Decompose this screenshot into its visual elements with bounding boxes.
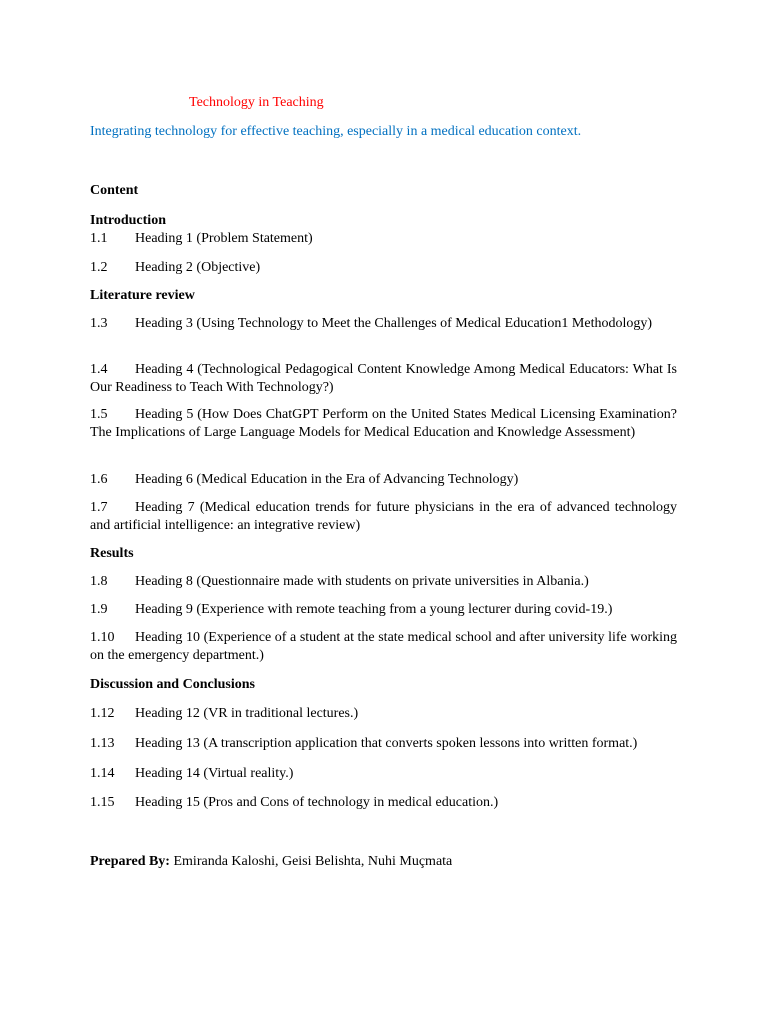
toc-entry-number: 1.12 xyxy=(90,706,115,721)
section-results: Results xyxy=(90,546,134,561)
prepared-by xyxy=(90,853,452,871)
toc-entry-number: 1.8 xyxy=(90,574,108,589)
toc-entry-text: Heading 2 (Objective) xyxy=(135,260,261,275)
toc-entry-text: Heading 6 (Medical Education in the Era of Advancing Technology) xyxy=(135,472,519,487)
prepared-by-label: Prepared By: xyxy=(90,854,170,869)
toc-entry xyxy=(90,230,677,248)
toc-entry-number: 1.14 xyxy=(90,766,115,781)
toc-entry-number: 1.15 xyxy=(90,795,115,810)
toc-entry-number: 1.10 xyxy=(90,630,115,645)
toc-entry-text: Heading 7 (Medical education trends for future physicians in the era of advanced technology and artificial intelligence: an integrative review) xyxy=(90,500,677,533)
toc-entry-number: 1.6 xyxy=(90,472,108,487)
section-literature-review: Literature review xyxy=(90,288,195,303)
toc-entry-text: Heading 1 (Problem Statement) xyxy=(135,231,313,246)
toc-entry-number: 1.2 xyxy=(90,260,108,275)
toc-entry-number: 1.5 xyxy=(90,407,108,422)
toc-entry-number: 1.1 xyxy=(90,231,108,246)
toc-entry-number: 1.3 xyxy=(90,316,108,331)
toc-entry-text: Heading 12 (VR in traditional lectures.) xyxy=(135,706,359,721)
toc-entry-number: 1.13 xyxy=(90,736,115,751)
toc-entry-text: Heading 3 (Using Technology to Meet the Challenges of Medical Education1 Methodology) xyxy=(135,316,653,331)
toc-entry-number: 1.9 xyxy=(90,602,108,617)
toc-entry xyxy=(90,629,677,665)
toc-entry xyxy=(90,259,677,277)
section-discussion: Discussion and Conclusions xyxy=(90,677,255,692)
toc-entry xyxy=(90,794,677,812)
toc-entry xyxy=(90,406,677,442)
toc-entry-text: Heading 9 (Experience with remote teaching from a young lecturer during covid-19.) xyxy=(135,602,613,617)
toc-entry-text: Heading 14 (Virtual reality.) xyxy=(135,766,294,781)
toc-entry xyxy=(90,471,677,489)
toc-entry xyxy=(90,573,677,591)
prepared-by-names: Emiranda Kaloshi, Geisi Belishta, Nuhi Muçmata xyxy=(173,854,453,869)
toc-entry-number: 1.7 xyxy=(90,500,108,515)
toc-entry xyxy=(90,499,677,535)
toc-entry-text: Heading 4 (Technological Pedagogical Content Knowledge Among Medical Educators: What Is Our Readiness to Teach With Technology?) xyxy=(90,362,677,395)
section-introduction: Introduction xyxy=(90,213,166,228)
toc-entry xyxy=(90,361,677,397)
document-subtitle: Integrating technology for effective teaching, especially in a medical education context. xyxy=(90,124,582,139)
toc-entry-text: Heading 13 (A transcription application that converts spoken lessons into written format.) xyxy=(135,736,638,751)
toc-entry-text: Heading 10 (Experience of a student at the state medical school and after university life working on the emergency department.) xyxy=(90,630,677,663)
toc-entry xyxy=(90,705,677,723)
toc-entry-text: Heading 15 (Pros and Cons of technology in medical education.) xyxy=(135,795,499,810)
toc-entry xyxy=(90,601,677,619)
toc-entry xyxy=(90,735,677,753)
toc-entry-text: Heading 8 (Questionnaire made with students on private universities in Albania.) xyxy=(135,574,589,589)
toc-entry xyxy=(90,315,677,333)
toc-entry-text: Heading 5 (How Does ChatGPT Perform on the United States Medical Licensing Examination? The Implications of Large Language Models for Medical Education and Knowledge Assessment) xyxy=(90,407,677,440)
toc-entry-number: 1.4 xyxy=(90,362,108,377)
content-heading: Content xyxy=(90,183,139,198)
toc-entry xyxy=(90,765,677,783)
document-title: Technology in Teaching xyxy=(189,95,324,110)
